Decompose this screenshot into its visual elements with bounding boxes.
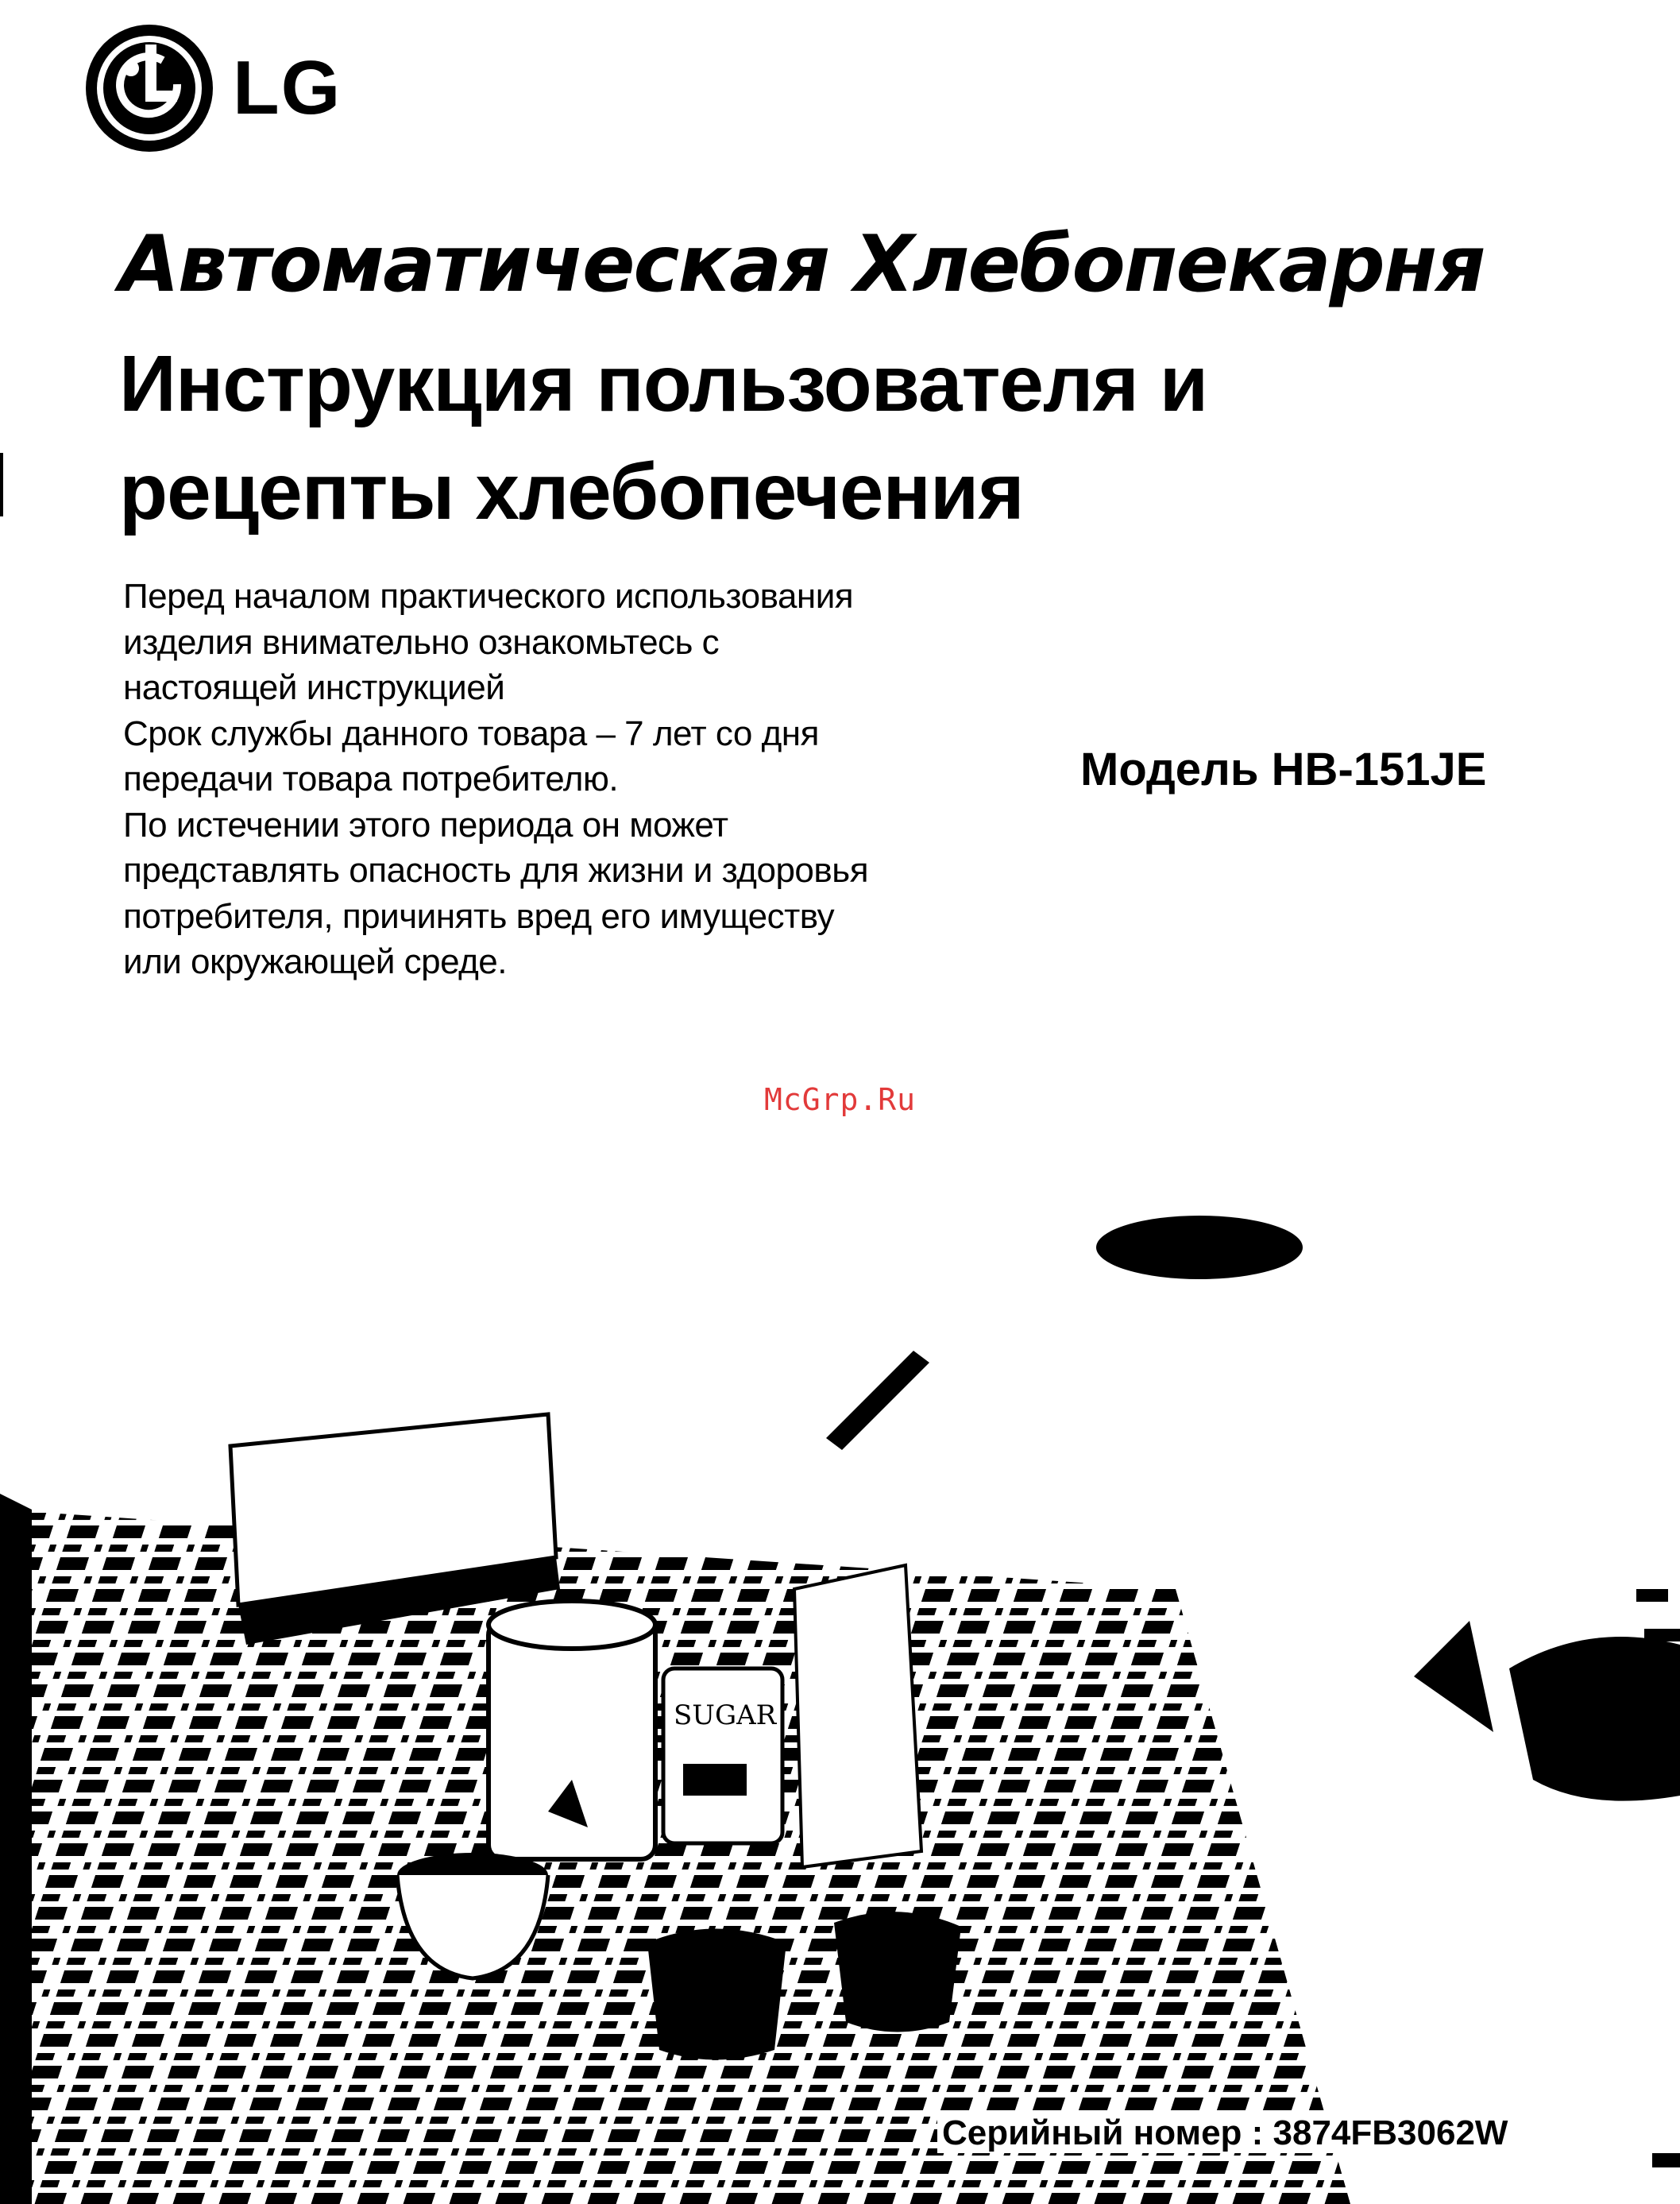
scan-edge-mark xyxy=(0,453,3,516)
intro-line: настоящей инструкцией xyxy=(123,668,505,707)
model-number: Модель HB-151JE xyxy=(1080,744,1487,795)
subtitle-line-1: Инструкция пользователя и xyxy=(119,339,1208,428)
watermark-link[interactable]: McGrp.Ru xyxy=(764,1082,917,1117)
kitchen-table-photo xyxy=(0,1176,1680,2204)
intro-line: потребителя, причинять вред его имуществу xyxy=(123,896,835,936)
brand-name: LG xyxy=(233,45,342,130)
intro-line: представлять опасность для жизни и здоровья xyxy=(123,851,869,890)
document-title: Автоматическая Хлебопекарня xyxy=(119,219,1485,310)
intro-line: По истечении этого периода он может xyxy=(123,805,728,845)
intro-paragraph xyxy=(123,574,965,985)
intro-line: передачи товара потребителю. xyxy=(123,760,619,798)
intro-line: или окружающей среде. xyxy=(123,942,507,981)
intro-line: изделия внимательно ознакомьтесь с xyxy=(123,622,720,662)
lg-logo xyxy=(83,22,342,154)
serial-number: Серийный номер : 3874FB3062W xyxy=(937,2113,1512,2153)
intro-line: Перед началом практического использования xyxy=(123,577,854,616)
document-subtitle xyxy=(119,330,1207,546)
sugar-jar-label: SUGAR xyxy=(674,1699,777,1731)
subtitle-line-2: рецепты хлебопечения xyxy=(119,447,1024,536)
lg-face-logo-icon xyxy=(83,22,215,154)
intro-line: Срок службы данного товара – 7 лет со дня xyxy=(123,713,819,753)
